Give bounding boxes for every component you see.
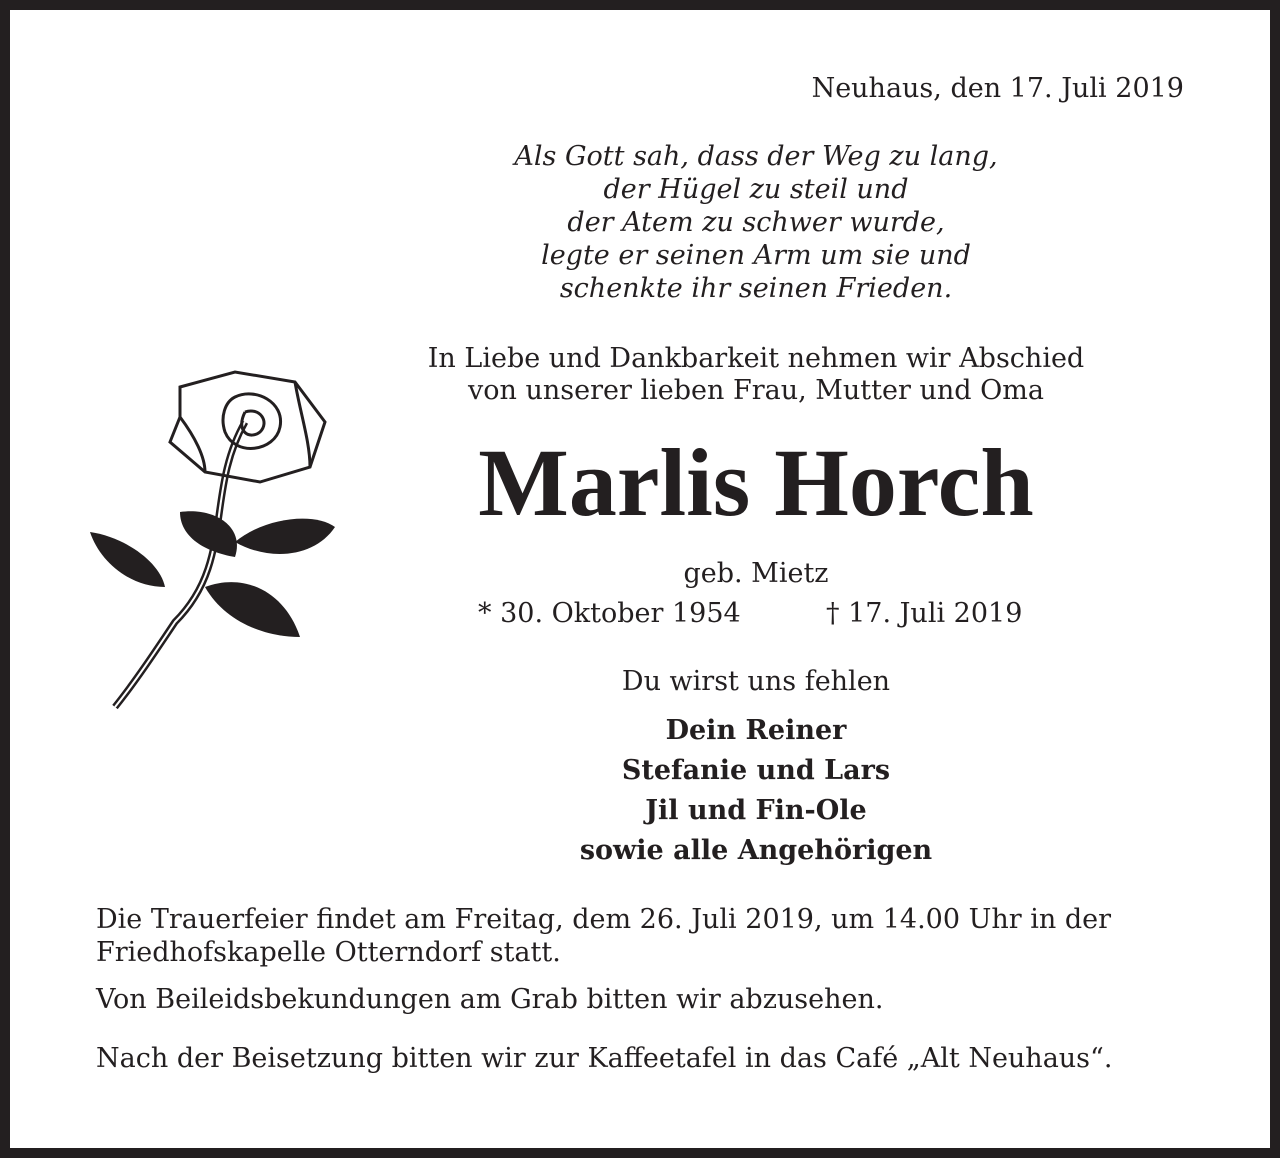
poem-line: schenkte ihr seinen Frieden. [559, 273, 953, 304]
intro [356, 343, 1156, 407]
death-date: † 17. Juli 2019 [826, 598, 1023, 629]
notice-line: Nach der Beisetzung bitten wir zur Kaffeetafel in das Café „Alt Neuhaus“. [96, 1043, 1113, 1074]
family-member: Jil und Fin-Ole [645, 795, 867, 826]
poem-line: der Atem zu schwer wurde, [567, 207, 945, 238]
place-date: Neuhaus, den 17. Juli 2019 [811, 73, 1184, 104]
closing-line: Du wirst uns fehlen [621, 666, 891, 697]
rose-icon [85, 362, 345, 717]
maiden-name: geb. Mietz [683, 558, 829, 589]
notice-line: Friedhofskapelle Otterndorf statt. [96, 937, 561, 968]
poem-line: legte er seinen Arm um sie und [541, 240, 971, 271]
family-member: sowie alle Angehörigen [579, 835, 933, 866]
poem-line: der Hügel zu steil und [603, 174, 909, 205]
poem [456, 140, 1056, 305]
birth-date: * 30. Oktober 1954 [478, 598, 741, 629]
intro-line: von unserer lieben Frau, Mutter und Oma [468, 375, 1044, 406]
deceased-name: Marlis Horch [478, 429, 1034, 536]
family-member: Stefanie und Lars [621, 755, 891, 786]
notices [96, 903, 1112, 1075]
notice-line: Die Trauerfeier findet am Freitag, dem 26. Juli 2019, um 14.00 Uhr in der [96, 904, 1112, 935]
poem-line: Als Gott sah, dass der Weg zu lang, [514, 141, 998, 172]
intro-line: In Liebe und Dankbarkeit nehmen wir Abschied [427, 343, 1085, 374]
family-member: Dein Reiner [665, 715, 847, 746]
family-list [456, 711, 1056, 871]
notice-line: Von Beileidsbekundungen am Grab bitten wir abzusehen. [96, 984, 884, 1015]
